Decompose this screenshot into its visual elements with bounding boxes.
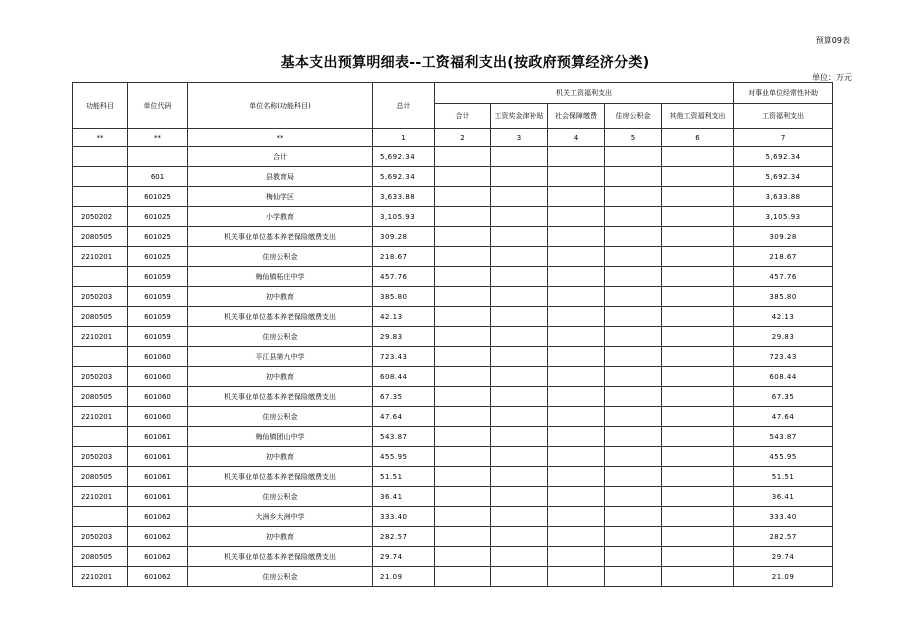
table-row — [73, 147, 833, 167]
housing-fund-cell — [605, 547, 662, 567]
total-cell: 47.64 — [373, 407, 435, 427]
func-code-cell — [73, 147, 128, 167]
unit-code-cell: 601061 — [128, 467, 188, 487]
unit-code-cell: 601059 — [128, 307, 188, 327]
table-row — [73, 207, 833, 227]
social-security-cell — [548, 367, 605, 387]
table-row — [73, 387, 833, 407]
social-security-cell — [548, 147, 605, 167]
social-security-cell — [548, 427, 605, 447]
org-total-cell — [435, 247, 491, 267]
total-cell: 29.83 — [373, 327, 435, 347]
social-security-cell — [548, 247, 605, 267]
wages-cell — [491, 427, 548, 447]
unit-code-cell: 601061 — [128, 487, 188, 507]
unit-code-cell: 601025 — [128, 227, 188, 247]
header-sub-total: 合计 — [435, 104, 491, 129]
func-code-cell: 2050203 — [73, 367, 128, 387]
index-cell: ** — [188, 129, 373, 147]
header-sub-social-security: 社会保障缴费 — [548, 104, 605, 129]
org-total-cell — [435, 307, 491, 327]
func-code-cell — [73, 167, 128, 187]
unit-name-cell: 初中教育 — [188, 447, 373, 467]
unit-name-cell: 机关事业单位基本养老保险缴费支出 — [188, 547, 373, 567]
func-code-cell — [73, 347, 128, 367]
other-welfare-cell — [662, 467, 734, 487]
header-total: 总计 — [373, 83, 435, 129]
housing-fund-cell — [605, 367, 662, 387]
other-welfare-cell — [662, 407, 734, 427]
welfare-expense-cell: 543.87 — [734, 427, 833, 447]
unit-code-cell: 601060 — [128, 407, 188, 427]
unit-name-cell: 住房公积金 — [188, 487, 373, 507]
housing-fund-cell — [605, 147, 662, 167]
wages-cell — [491, 167, 548, 187]
table-row — [73, 427, 833, 447]
social-security-cell — [548, 267, 605, 287]
unit-code-cell: 601060 — [128, 387, 188, 407]
other-welfare-cell — [662, 227, 734, 247]
welfare-expense-cell: 455.95 — [734, 447, 833, 467]
other-welfare-cell — [662, 207, 734, 227]
housing-fund-cell — [605, 287, 662, 307]
wages-cell — [491, 487, 548, 507]
func-code-cell: 2210201 — [73, 487, 128, 507]
unit-code-cell: 601062 — [128, 567, 188, 587]
unit-name-cell: 合计 — [188, 147, 373, 167]
org-total-cell — [435, 547, 491, 567]
table-row — [73, 507, 833, 527]
welfare-expense-cell: 385.80 — [734, 287, 833, 307]
social-security-cell — [548, 387, 605, 407]
unit-name-cell: 小学教育 — [188, 207, 373, 227]
welfare-expense-cell: 309.28 — [734, 227, 833, 247]
other-welfare-cell — [662, 507, 734, 527]
welfare-expense-cell: 3,105.93 — [734, 207, 833, 227]
housing-fund-cell — [605, 427, 662, 447]
wages-cell — [491, 467, 548, 487]
org-total-cell — [435, 567, 491, 587]
org-total-cell — [435, 327, 491, 347]
social-security-cell — [548, 487, 605, 507]
housing-fund-cell — [605, 527, 662, 547]
unit-code-cell: 601 — [128, 167, 188, 187]
housing-fund-cell — [605, 327, 662, 347]
index-cell: 5 — [605, 129, 662, 147]
total-cell: 42.13 — [373, 307, 435, 327]
table-row — [73, 547, 833, 567]
wages-cell — [491, 207, 548, 227]
unit-code-cell: 601062 — [128, 507, 188, 527]
table-row — [73, 347, 833, 367]
table-row — [73, 487, 833, 507]
social-security-cell — [548, 187, 605, 207]
page-title: 基本支出预算明细表--工资福利支出(按政府预算经济分类) — [280, 55, 650, 71]
housing-fund-cell — [605, 467, 662, 487]
func-code-cell: 2080505 — [73, 387, 128, 407]
unit-name-cell: 梅仙镇柘庄中学 — [188, 267, 373, 287]
index-cell: 6 — [662, 129, 734, 147]
index-cell: 2 — [435, 129, 491, 147]
func-code-cell: 2080505 — [73, 547, 128, 567]
index-cell: ** — [73, 129, 128, 147]
welfare-expense-cell: 3,633.88 — [734, 187, 833, 207]
total-cell: 5,692.34 — [373, 147, 435, 167]
social-security-cell — [548, 167, 605, 187]
welfare-expense-cell: 723.43 — [734, 347, 833, 367]
other-welfare-cell — [662, 267, 734, 287]
total-cell: 608.44 — [373, 367, 435, 387]
other-welfare-cell — [662, 527, 734, 547]
unit-name-cell: 住房公积金 — [188, 407, 373, 427]
total-cell: 218.67 — [373, 247, 435, 267]
housing-fund-cell — [605, 447, 662, 467]
unit-name-cell: 梅仙学区 — [188, 187, 373, 207]
total-cell: 457.76 — [373, 267, 435, 287]
social-security-cell — [548, 447, 605, 467]
welfare-expense-cell: 36.41 — [734, 487, 833, 507]
index-cell: ** — [128, 129, 188, 147]
unit-code-cell: 601025 — [128, 207, 188, 227]
social-security-cell — [548, 287, 605, 307]
index-cell: 4 — [548, 129, 605, 147]
table-row — [73, 287, 833, 307]
org-total-cell — [435, 167, 491, 187]
func-code-cell: 2050203 — [73, 447, 128, 467]
func-code-cell: 2050203 — [73, 527, 128, 547]
func-code-cell — [73, 267, 128, 287]
welfare-expense-cell: 333.40 — [734, 507, 833, 527]
unit-name-cell: 大洲乡大洲中学 — [188, 507, 373, 527]
unit-name-cell: 平江县第九中学 — [188, 347, 373, 367]
table-row — [73, 407, 833, 427]
table-row — [73, 307, 833, 327]
index-cell: 3 — [491, 129, 548, 147]
total-cell: 455.95 — [373, 447, 435, 467]
total-cell: 36.41 — [373, 487, 435, 507]
housing-fund-cell — [605, 347, 662, 367]
wages-cell — [491, 407, 548, 427]
table-row — [73, 567, 833, 587]
unit-code-cell — [128, 147, 188, 167]
total-cell: 385.80 — [373, 287, 435, 307]
welfare-expense-cell: 282.57 — [734, 527, 833, 547]
wages-cell — [491, 347, 548, 367]
unit-name-cell: 梅仙镇团山中学 — [188, 427, 373, 447]
unit-name-cell: 县教育局 — [188, 167, 373, 187]
org-total-cell — [435, 347, 491, 367]
welfare-expense-cell: 42.13 — [734, 307, 833, 327]
unit-name-cell: 机关事业单位基本养老保险缴费支出 — [188, 467, 373, 487]
func-code-cell: 2050203 — [73, 287, 128, 307]
housing-fund-cell — [605, 267, 662, 287]
org-total-cell — [435, 467, 491, 487]
wages-cell — [491, 227, 548, 247]
welfare-expense-cell: 51.51 — [734, 467, 833, 487]
unit-name-cell: 初中教育 — [188, 527, 373, 547]
total-cell: 21.09 — [373, 567, 435, 587]
other-welfare-cell — [662, 247, 734, 267]
org-total-cell — [435, 427, 491, 447]
welfare-expense-cell: 67.35 — [734, 387, 833, 407]
social-security-cell — [548, 567, 605, 587]
social-security-cell — [548, 407, 605, 427]
total-cell: 3,105.93 — [373, 207, 435, 227]
header-func-code: 功能科目 — [73, 83, 128, 129]
org-total-cell — [435, 147, 491, 167]
unit-name-cell: 初中教育 — [188, 367, 373, 387]
other-welfare-cell — [662, 147, 734, 167]
other-welfare-cell — [662, 307, 734, 327]
housing-fund-cell — [605, 247, 662, 267]
housing-fund-cell — [605, 307, 662, 327]
func-code-cell — [73, 187, 128, 207]
org-total-cell — [435, 507, 491, 527]
other-welfare-cell — [662, 167, 734, 187]
housing-fund-cell — [605, 387, 662, 407]
header-org-group: 机关工资福利支出 — [435, 83, 734, 104]
welfare-expense-cell: 218.67 — [734, 247, 833, 267]
other-welfare-cell — [662, 187, 734, 207]
org-total-cell — [435, 207, 491, 227]
housing-fund-cell — [605, 207, 662, 227]
header-unit-code: 单位代码 — [128, 83, 188, 129]
func-code-cell: 2080505 — [73, 307, 128, 327]
housing-fund-cell — [605, 227, 662, 247]
func-code-cell: 2210201 — [73, 407, 128, 427]
welfare-expense-cell: 29.83 — [734, 327, 833, 347]
wages-cell — [491, 287, 548, 307]
func-code-cell: 2050202 — [73, 207, 128, 227]
social-security-cell — [548, 467, 605, 487]
table-row — [73, 227, 833, 247]
total-cell: 3,633.88 — [373, 187, 435, 207]
org-total-cell — [435, 367, 491, 387]
org-total-cell — [435, 387, 491, 407]
index-cell: 7 — [734, 129, 833, 147]
unit-name-cell: 初中教育 — [188, 287, 373, 307]
other-welfare-cell — [662, 547, 734, 567]
unit-name-cell: 机关事业单位基本养老保险缴费支出 — [188, 307, 373, 327]
wages-cell — [491, 567, 548, 587]
table-row — [73, 367, 833, 387]
total-cell: 29.74 — [373, 547, 435, 567]
total-cell: 282.57 — [373, 527, 435, 547]
welfare-expense-cell: 29.74 — [734, 547, 833, 567]
header-sub-housing-fund: 住房公积金 — [605, 104, 662, 129]
wages-cell — [491, 547, 548, 567]
org-total-cell — [435, 187, 491, 207]
wages-cell — [491, 307, 548, 327]
header-subsidy-group: 对事业单位经常性补助 — [734, 83, 833, 104]
social-security-cell — [548, 207, 605, 227]
wages-cell — [491, 187, 548, 207]
other-welfare-cell — [662, 387, 734, 407]
welfare-expense-cell: 5,692.34 — [734, 167, 833, 187]
unit-name-cell: 住房公积金 — [188, 567, 373, 587]
housing-fund-cell — [605, 507, 662, 527]
table-row — [73, 447, 833, 467]
unit-name-cell: 住房公积金 — [188, 247, 373, 267]
unit-code-cell: 601059 — [128, 287, 188, 307]
index-cell: 1 — [373, 129, 435, 147]
total-cell: 723.43 — [373, 347, 435, 367]
func-code-cell — [73, 507, 128, 527]
housing-fund-cell — [605, 407, 662, 427]
social-security-cell — [548, 527, 605, 547]
func-code-cell: 2080505 — [73, 467, 128, 487]
func-code-cell: 2210201 — [73, 567, 128, 587]
unit-label: 单位：万元 — [812, 73, 852, 82]
other-welfare-cell — [662, 487, 734, 507]
wages-cell — [491, 147, 548, 167]
welfare-expense-cell: 608.44 — [734, 367, 833, 387]
header-sub-wages: 工资奖金津补贴 — [491, 104, 548, 129]
table-row — [73, 187, 833, 207]
wages-cell — [491, 327, 548, 347]
wages-cell — [491, 267, 548, 287]
func-code-cell: 2210201 — [73, 327, 128, 347]
total-cell: 5,692.34 — [373, 167, 435, 187]
budget-table — [72, 82, 833, 587]
welfare-expense-cell: 5,692.34 — [734, 147, 833, 167]
housing-fund-cell — [605, 487, 662, 507]
unit-code-cell: 601059 — [128, 327, 188, 347]
table-row — [73, 167, 833, 187]
wages-cell — [491, 527, 548, 547]
wages-cell — [491, 247, 548, 267]
welfare-expense-cell: 21.09 — [734, 567, 833, 587]
wages-cell — [491, 367, 548, 387]
unit-code-cell: 601025 — [128, 247, 188, 267]
other-welfare-cell — [662, 327, 734, 347]
welfare-expense-cell: 47.64 — [734, 407, 833, 427]
func-code-cell: 2210201 — [73, 247, 128, 267]
header-unit-name: 单位名称(功能科目) — [188, 83, 373, 129]
org-total-cell — [435, 487, 491, 507]
unit-code-cell: 601062 — [128, 547, 188, 567]
table-row — [73, 327, 833, 347]
housing-fund-cell — [605, 567, 662, 587]
wages-cell — [491, 447, 548, 467]
social-security-cell — [548, 327, 605, 347]
total-cell: 67.35 — [373, 387, 435, 407]
other-welfare-cell — [662, 447, 734, 467]
housing-fund-cell — [605, 187, 662, 207]
unit-code-cell: 601025 — [128, 187, 188, 207]
org-total-cell — [435, 267, 491, 287]
wages-cell — [491, 387, 548, 407]
table-row — [73, 467, 833, 487]
total-cell: 51.51 — [373, 467, 435, 487]
total-cell: 309.28 — [373, 227, 435, 247]
unit-code-cell: 601062 — [128, 527, 188, 547]
unit-name-cell: 机关事业单位基本养老保险缴费支出 — [188, 227, 373, 247]
welfare-expense-cell: 457.76 — [734, 267, 833, 287]
func-code-cell — [73, 427, 128, 447]
social-security-cell — [548, 307, 605, 327]
unit-code-cell: 601060 — [128, 347, 188, 367]
org-total-cell — [435, 407, 491, 427]
table-row — [73, 267, 833, 287]
other-welfare-cell — [662, 567, 734, 587]
unit-code-cell: 601061 — [128, 427, 188, 447]
header-sub-other-welfare: 其他工资福利支出 — [662, 104, 734, 129]
table-row — [73, 527, 833, 547]
org-total-cell — [435, 447, 491, 467]
unit-name-cell: 机关事业单位基本养老保险缴费支出 — [188, 387, 373, 407]
unit-code-cell: 601060 — [128, 367, 188, 387]
other-welfare-cell — [662, 287, 734, 307]
header-sub-welfare-expense: 工资福利支出 — [734, 104, 833, 129]
unit-code-cell: 601061 — [128, 447, 188, 467]
wages-cell — [491, 507, 548, 527]
table-row — [73, 247, 833, 267]
social-security-cell — [548, 507, 605, 527]
func-code-cell: 2080505 — [73, 227, 128, 247]
unit-code-cell: 601059 — [128, 267, 188, 287]
other-welfare-cell — [662, 347, 734, 367]
form-code: 预算09表 — [815, 36, 850, 45]
org-total-cell — [435, 227, 491, 247]
other-welfare-cell — [662, 367, 734, 387]
social-security-cell — [548, 347, 605, 367]
unit-name-cell: 住房公积金 — [188, 327, 373, 347]
other-welfare-cell — [662, 427, 734, 447]
org-total-cell — [435, 287, 491, 307]
social-security-cell — [548, 227, 605, 247]
org-total-cell — [435, 527, 491, 547]
total-cell: 543.87 — [373, 427, 435, 447]
total-cell: 333.40 — [373, 507, 435, 527]
housing-fund-cell — [605, 167, 662, 187]
social-security-cell — [548, 547, 605, 567]
index-row — [73, 129, 833, 147]
